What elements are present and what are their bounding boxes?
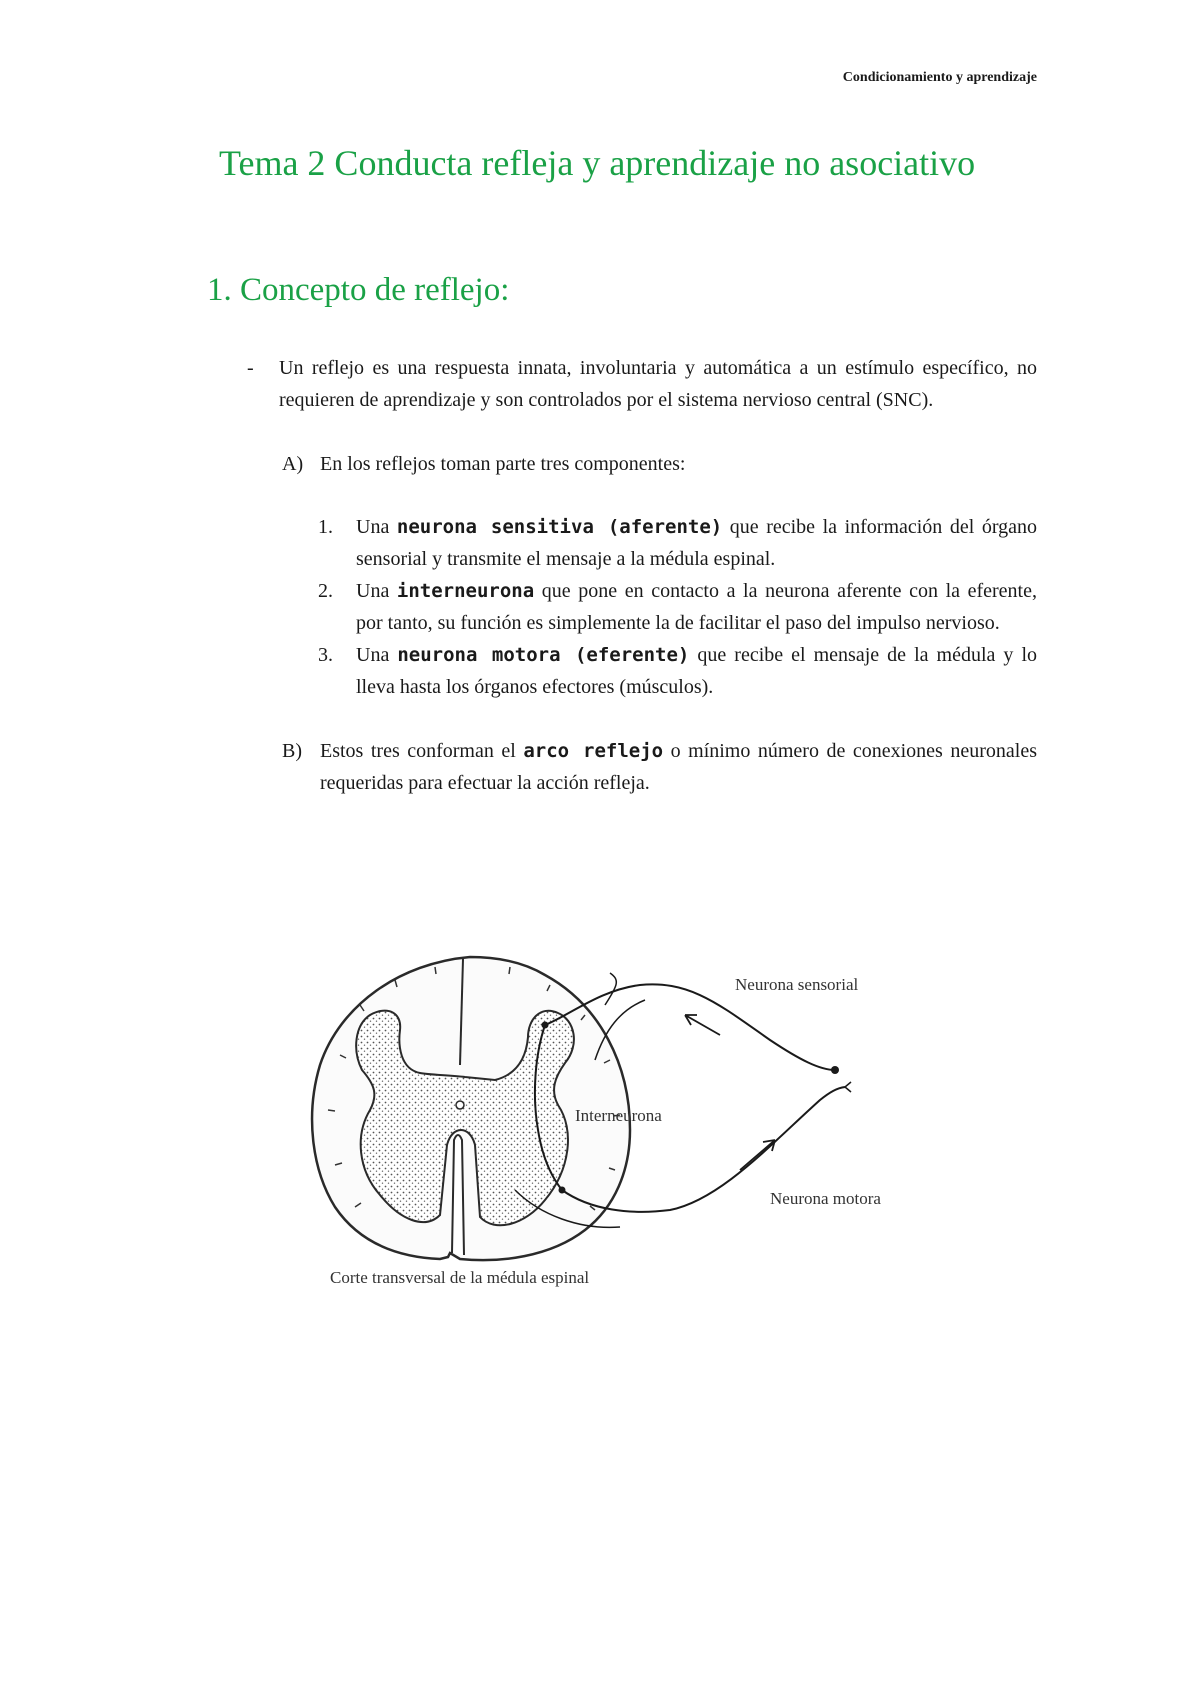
figure-caption: Corte transversal de la médula espinal xyxy=(330,1268,590,1287)
bullet-text: Un reflejo es una respuesta innata, involuntaria y automática a un estímulo específico, no requieren de aprendizaje y son controlados por el sistema nervioso central (SNC). xyxy=(279,357,1037,411)
list-item-marker: 1. xyxy=(318,516,333,538)
point-a xyxy=(282,448,1037,480)
list-item-post: que recibe el mensaje de la médula y lo lleva hasta los órganos efectores (músculos). xyxy=(356,644,1037,698)
running-header: Condicionamiento y aprendizaje xyxy=(842,70,1037,85)
list-item-marker: 2. xyxy=(318,580,333,602)
point-b-marker: B) xyxy=(282,740,302,762)
central-canal xyxy=(456,1101,464,1109)
label-motor-neuron: Neurona motora xyxy=(770,1189,881,1208)
list-item-pre: Una xyxy=(356,580,397,602)
list-item xyxy=(318,511,1037,575)
list-item-pre: Una xyxy=(356,516,397,538)
point-b xyxy=(282,735,1037,799)
section-content xyxy=(247,352,1037,799)
list-item-post: que pone en contacto a la neurona aferente con la eferente, por tanto, su función es simplemente la de facilitar el paso del impulso nervioso. xyxy=(356,580,1037,634)
point-a-text: En los reflejos toman parte tres componentes: xyxy=(320,453,686,475)
list-item-term: neurona sensitiva (aferente) xyxy=(396,516,723,538)
document-title: Tema 2 Conducta refleja y aprendizaje no asociativo xyxy=(219,143,976,183)
section-heading: 1. Concepto de reflejo: xyxy=(207,272,510,308)
sensory-neuron-dot xyxy=(831,1066,839,1074)
point-b-pre: Estos tres conforman el xyxy=(320,740,524,762)
motor-soma-dot xyxy=(559,1187,566,1194)
list-item-post: que recibe la información del órgano sensorial y transmite el mensaje a la médula espinal. xyxy=(356,516,1038,570)
list-item-term: neurona motora (eferente) xyxy=(397,644,690,666)
list-item xyxy=(318,575,1037,639)
motor-end-fork xyxy=(845,1082,851,1092)
ventral-fissure xyxy=(452,1135,464,1255)
list-item xyxy=(318,639,1037,703)
label-sensory-neuron: Neurona sensorial xyxy=(735,975,859,994)
list-item-marker: 3. xyxy=(318,644,333,666)
point-a-marker: A) xyxy=(282,453,304,475)
label-interneuron: Interneurona xyxy=(575,1106,662,1125)
sensory-root-branch xyxy=(605,973,616,1005)
spinal-cord-figure xyxy=(300,945,940,1295)
list-item-pre: Una xyxy=(356,644,398,666)
point-b-post: o mínimo número de conexiones neuronales requeridas para efectuar la acción refleja. xyxy=(320,740,1037,794)
motor-direction-arrow xyxy=(740,1140,775,1170)
bullet-marker: - xyxy=(247,357,254,379)
bullet-paragraph xyxy=(247,352,1037,416)
sensory-direction-arrow xyxy=(685,1015,720,1035)
point-b-term: arco reflejo xyxy=(523,740,664,762)
list-item-term: interneurona xyxy=(396,580,535,602)
